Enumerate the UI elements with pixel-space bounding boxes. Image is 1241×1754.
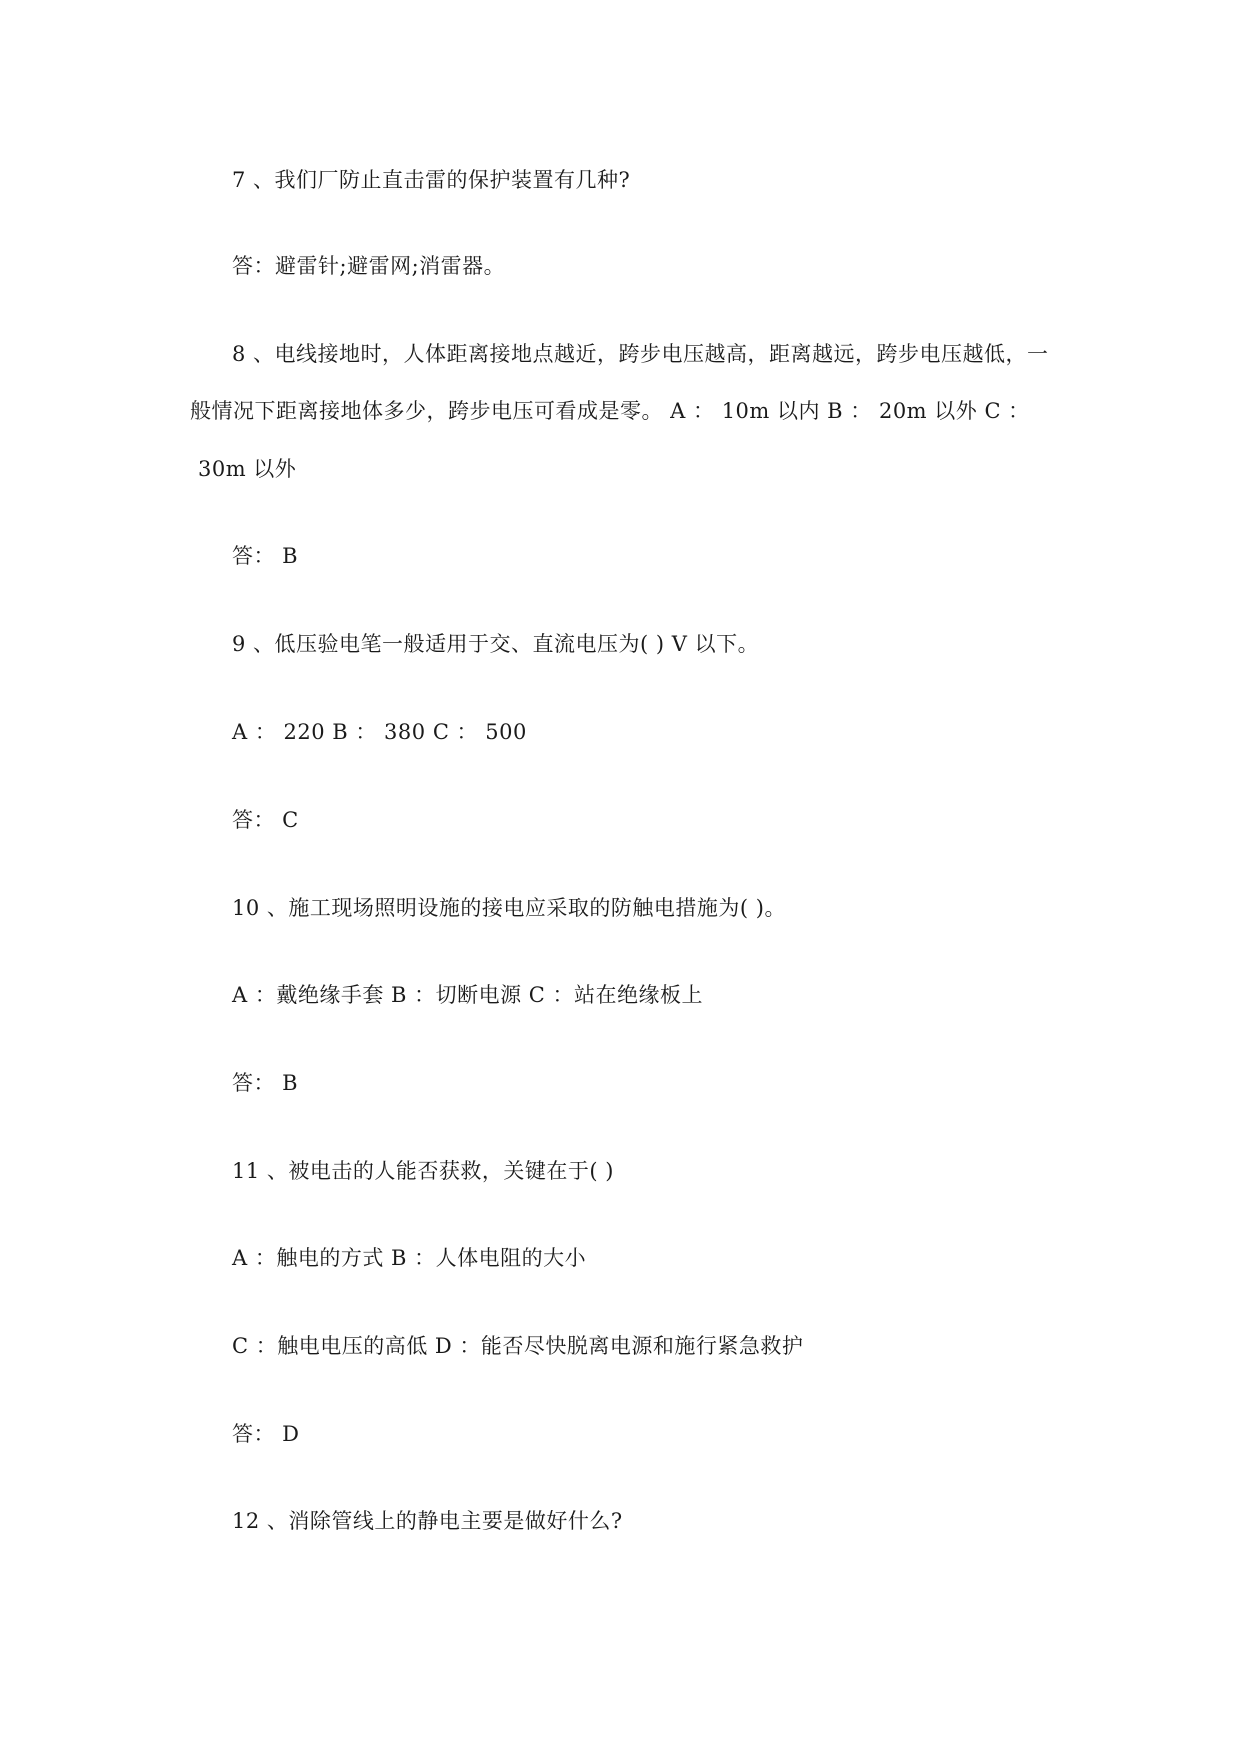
answer-8: 答： B xyxy=(232,544,299,568)
answer-7: 答：避雷针;避雷网;消雷器。 xyxy=(232,254,506,278)
question-12: 12 、消除管线上的静电主要是做好什么? xyxy=(232,1509,623,1533)
question-8-line-2: 般情况下距离接地体多少，跨步电压可看成是零。 A ： 10m 以内 B ： 20m 以外 C ： xyxy=(190,399,1030,423)
question-8-line-1: 8 、电线接地时，人体距离接地点越近，跨步电压越高，距离越远，跨步电压越低，一 xyxy=(232,342,1049,366)
answer-11: 答： D xyxy=(232,1422,300,1446)
answer-10: 答： B xyxy=(232,1071,299,1095)
options-9: A ： 220 B ： 380 C ： 500 xyxy=(232,720,527,744)
options-11-line-1: A ：触电的方式 B ：人体电阻的大小 xyxy=(232,1246,587,1270)
question-11: 11 、被电击的人能否获救，关键在于( ) xyxy=(232,1159,614,1183)
options-10: A ：戴绝缘手套 B ：切断电源 C ：站在绝缘板上 xyxy=(232,983,704,1007)
question-10: 10 、施工现场照明设施的接电应采取的防触电措施为( )。 xyxy=(232,896,786,920)
answer-9: 答： C xyxy=(232,808,299,832)
question-7: 7 、我们厂防止直击雷的保护装置有几种? xyxy=(232,168,631,192)
options-11-line-2: C ：触电电压的高低 D ：能否尽快脱离电源和施行紧急救护 xyxy=(232,1334,804,1358)
question-8-line-3: 30m 以外 xyxy=(198,457,297,481)
question-9: 9 、低压验电笔一般适用于交、直流电压为( ) V 以下。 xyxy=(232,632,760,656)
